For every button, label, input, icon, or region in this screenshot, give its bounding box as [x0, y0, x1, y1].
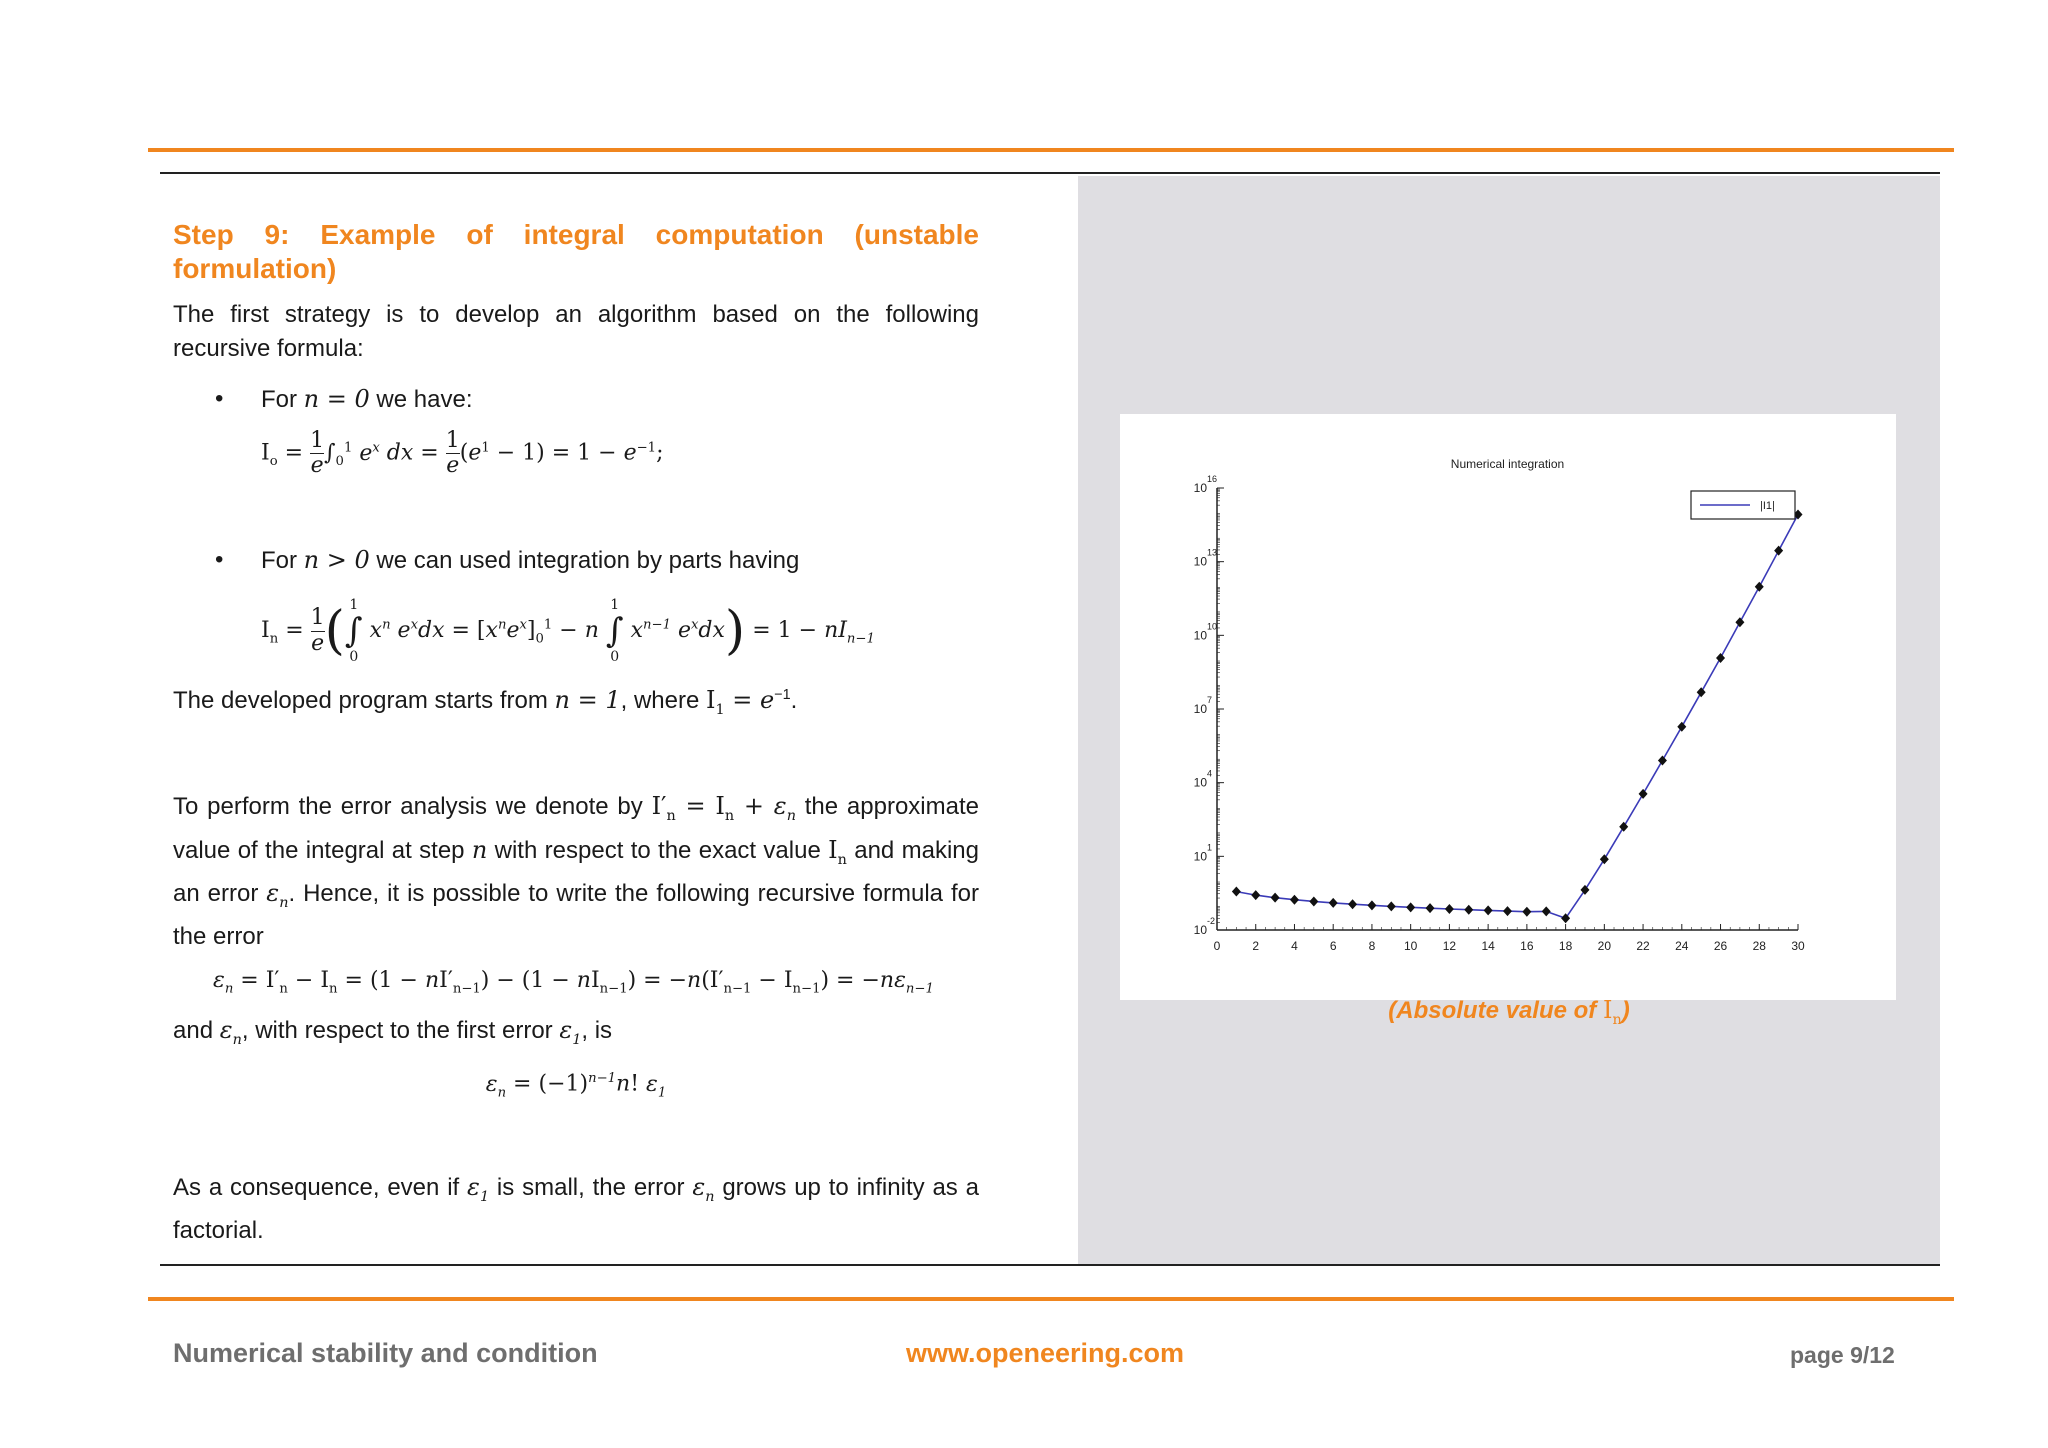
data-point	[1348, 899, 1357, 909]
series-line-I1	[1236, 515, 1798, 919]
footer-black-rule	[160, 1264, 1940, 1266]
data-point	[1387, 901, 1396, 911]
x-tick-label: 26	[1713, 939, 1728, 953]
x-tick-label: 16	[1520, 939, 1534, 953]
figure-caption: (Absolute value of $I_n$)	[1388, 996, 1630, 1028]
equation-error-recursion: $\varepsilon_n = I'_n - I_n = (1 - nI'_{n-1}) - (1 - nI_{n-1}) = -n(I'_{n-1} - I_{n-1}) = -n\varepsilon_{n-1}$	[213, 968, 934, 997]
x-tick-label: 8	[1368, 939, 1376, 953]
x-tick-label: 28	[1752, 939, 1766, 953]
footer-orange-rule	[148, 1297, 1954, 1301]
step-heading: Step 9: Example of integral computation (unstable formulation)	[173, 219, 979, 284]
data-point	[1406, 902, 1415, 912]
y-tick-label: 10	[1193, 775, 1207, 790]
x-tick-label: 12	[1442, 939, 1457, 953]
data-point	[1774, 546, 1783, 556]
data-point	[1445, 904, 1454, 914]
data-point	[1755, 582, 1764, 592]
y-tick-exponent: 1	[1207, 842, 1213, 853]
y-tick-label: 10	[1193, 628, 1207, 643]
data-point	[1677, 722, 1686, 732]
y-tick-label: 10	[1193, 702, 1207, 716]
data-point	[1716, 653, 1725, 663]
data-point	[1309, 896, 1318, 906]
data-point	[1542, 906, 1551, 916]
data-point	[1232, 887, 1241, 897]
legend-label: |I1|	[1760, 500, 1775, 512]
x-tick-label: 18	[1558, 939, 1573, 953]
data-point	[1619, 822, 1628, 832]
data-point	[1639, 789, 1648, 799]
x-tick-label: 4	[1291, 939, 1298, 953]
and-paragraph: and $\varepsilon_n$, with respect to the first error $\varepsilon_1$, is	[173, 1015, 613, 1048]
x-tick-label: 14	[1481, 939, 1495, 953]
footer-title: Numerical stability and condition	[173, 1338, 598, 1368]
x-tick-label: 22	[1636, 939, 1650, 953]
data-point	[1522, 907, 1531, 917]
start-paragraph: The developed program starts from n = 1, where $I_1 = e^{-1}$.	[173, 686, 798, 718]
data-point	[1271, 893, 1280, 903]
data-point	[1329, 898, 1338, 908]
data-point	[1367, 900, 1376, 910]
x-tick-label: 20	[1597, 939, 1612, 953]
x-tick-label: 0	[1213, 939, 1221, 953]
data-point	[1290, 895, 1299, 905]
equation-error-closed-form: $\varepsilon_n = (-1)^{n-1}n$! $\varepsilon_1$	[485, 1071, 667, 1101]
x-tick-label: 24	[1675, 939, 1689, 953]
y-tick-exponent: 13	[1207, 547, 1218, 558]
bullet-n-positive: • For n > 0 we can used integration by parts having $I_n$ = $\frac{1}{e}$ ( 1 ∫ 0 $x^n$ $e^xdx = [x^ne^x]_0^1 - n$ 1 ∫ 0 $x^{n-1}$ $e^xdx) = 1 - nI_{n-1}$	[173, 543, 979, 670]
integration-chart	[1120, 414, 1896, 1000]
data-point	[1426, 903, 1435, 913]
x-tick-label: 10	[1403, 939, 1418, 953]
y-tick-exponent: 10	[1207, 621, 1218, 632]
chart-figure	[1120, 414, 1896, 1000]
intro-paragraph: The first strategy is to develop an algorithm based on the following recursive formula:	[173, 301, 979, 362]
chart-title: Numerical integration	[1450, 457, 1565, 471]
bullet-n-zero: • For n = 0 we have: $I_o$ = $\frac{1}{e}$ $\int_0^1$ $e^x$ dx = $\frac{1}{e}$ $(e^1 - 1) = 1 - e^{-1}$;	[173, 382, 979, 479]
y-tick-exponent: -2	[1207, 916, 1216, 926]
y-tick-exponent: 4	[1207, 768, 1213, 779]
data-point	[1697, 687, 1706, 697]
x-tick-label: 2	[1252, 939, 1260, 953]
y-tick-label: 10	[1193, 923, 1207, 937]
data-point	[1735, 617, 1744, 627]
bullet-list	[173, 382, 979, 670]
header-orange-rule	[148, 148, 1954, 152]
x-tick-label: 6	[1329, 939, 1337, 953]
y-tick-exponent: 16	[1207, 474, 1218, 484]
error-paragraph: To perform the error analysis we denote by $I'_n = I_n + \varepsilon_n$ the approximate value of the integral at step n with respect to the exact value $I_n$ and making an error $\varepsilon_n$. Hence, it is possible to write the following recursive formula for the error	[173, 791, 979, 951]
y-tick-label: 10	[1193, 481, 1207, 495]
data-point	[1464, 905, 1473, 915]
consequence-paragraph: As a consequence, even if $\varepsilon_1$ is small, the error $\varepsilon_n$ grows up to infinity as a factorial.	[173, 1173, 979, 1244]
data-point	[1658, 755, 1667, 765]
step-content	[173, 218, 979, 1248]
x-tick-label: 30	[1791, 939, 1805, 953]
y-tick-label: 10	[1193, 849, 1207, 864]
data-point	[1484, 905, 1493, 915]
page-number: page 9/12	[1790, 1342, 1895, 1368]
footer-url-link[interactable]: www.openeering.com	[906, 1338, 1185, 1368]
equation-I0: $I_o$ = $\frac{1}{e}$ $\int_0^1$ $e^x$ dx = $\frac{1}{e}$ $(e^1 - 1) = 1 - e^{-1}$;	[261, 428, 664, 479]
equation-In: $I_n$ = $\frac{1}{e}$ ( 1 ∫ 0 $x^n$ $e^xdx = [x^ne^x]_0^1 - n$ 1 ∫ 0 $x^{n-1}$ $e^xdx) = 1 - nI_{n-1}$	[261, 597, 875, 666]
data-point	[1503, 906, 1512, 916]
y-tick-exponent: 7	[1207, 695, 1213, 705]
y-tick-label: 10	[1193, 554, 1207, 569]
header-black-rule	[160, 172, 1940, 174]
data-point	[1251, 890, 1260, 900]
